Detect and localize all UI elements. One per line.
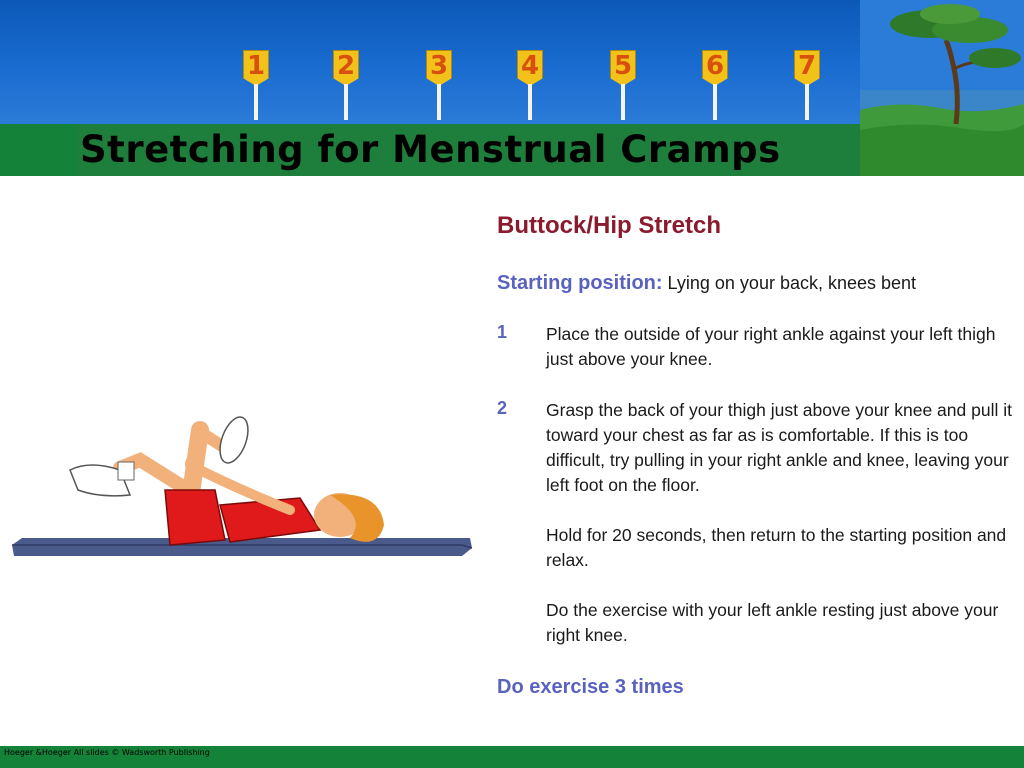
- sign-6: [702, 50, 728, 120]
- sign-7: [794, 50, 820, 120]
- repeat-instruction: Do exercise 3 times: [497, 676, 684, 698]
- sign-5-number: 5: [613, 51, 633, 81]
- sign-6-number: 6: [705, 51, 725, 81]
- sign-2-number: 2: [336, 51, 356, 81]
- sign-1-number: 1: [246, 51, 266, 81]
- sign-4-number: 4: [520, 51, 540, 81]
- sign-4: [517, 50, 543, 120]
- alternate-instruction: Do the exercise with your left ankle resting just above your right knee.: [546, 600, 999, 645]
- tree-scenery-image: [860, 0, 1024, 176]
- exercise-heading: Buttock/Hip Stretch: [497, 212, 722, 239]
- step-2-text: Grasp the back of your thigh just above your knee and pull it toward your chest as far as is comfortable. If this is too difficult, try pulling in your right ankle and knee, leaving your left foot on the floor.: [546, 400, 1012, 495]
- starting-position-text: Lying on your back, knees bent: [662, 273, 917, 293]
- page-title: Stretching for Menstrual Cramps: [80, 128, 781, 171]
- stretch-illustration: [0, 390, 480, 570]
- step-1-number: 1: [497, 322, 508, 342]
- sign-5: [610, 50, 636, 120]
- sign-3-number: 3: [429, 51, 449, 81]
- footer-credit: Hoeger &Hoeger All slides © Wadsworth Publishing: [4, 748, 210, 757]
- starting-position: [497, 272, 916, 295]
- step-1-text: Place the outside of your right ankle against your left thigh just above your knee.: [546, 324, 996, 369]
- starting-position-label: Starting position:: [497, 272, 663, 294]
- sign-3: [426, 50, 452, 120]
- sign-7-number: 7: [797, 51, 817, 81]
- hold-instruction: Hold for 20 seconds, then return to the starting position and relax.: [546, 525, 1007, 570]
- sign-1: [243, 50, 269, 120]
- sign-2: [333, 50, 359, 120]
- step-2-number: 2: [497, 398, 508, 418]
